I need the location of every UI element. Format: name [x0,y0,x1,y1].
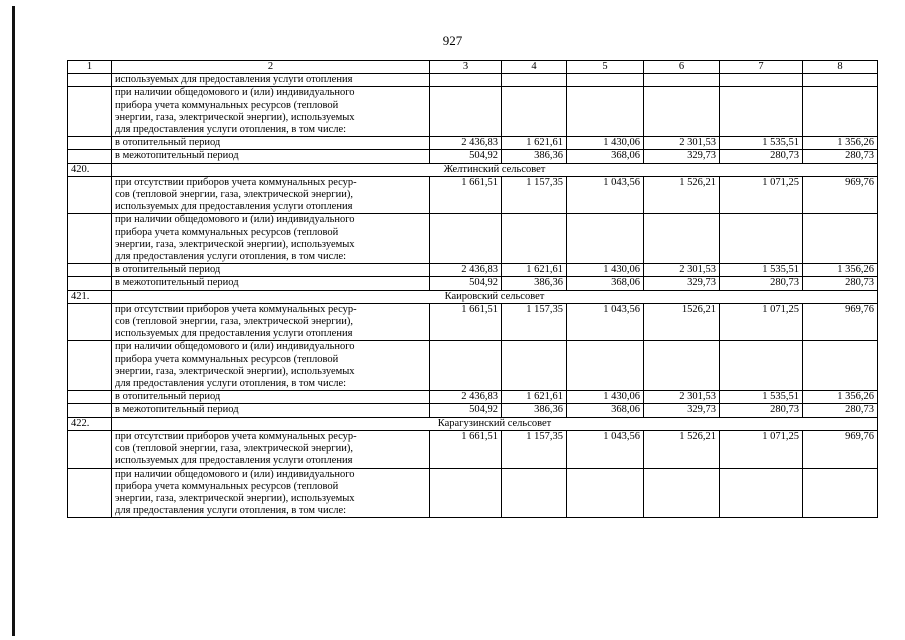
column-header: 1 [68,61,112,74]
value-cell: 969,76 [803,176,878,214]
cell-text-line: сов (тепловой энергии, газа, электрической энергии), [115,316,353,328]
cell-text-line: прибора учета коммунальных ресурсов (тепловой [115,353,339,365]
cell-text-line: для предоставления услуги отопления, в том числе: [115,505,347,517]
empty-cell [567,468,644,518]
empty-cell [68,404,112,417]
section-header-row [68,417,878,430]
empty-cell [502,468,567,518]
row-label: в межотопительный период [112,150,430,163]
value-cell: 1 071,25 [720,176,803,214]
column-header: 6 [644,61,720,74]
empty-cell [430,468,502,518]
empty-cell [803,214,878,264]
cell-text-line: при отсутствии приборов учета коммунальных ресур- [115,430,357,442]
value-cell: 1 661,51 [430,176,502,214]
empty-cell [502,87,567,137]
value-cell: 1 356,26 [803,391,878,404]
cell-text-line: сов (тепловой энергии, газа, электрической энергии), [115,443,353,455]
value-cell: 1 157,35 [502,303,567,341]
value-cell: 329,73 [644,404,720,417]
value-cell: 2 436,83 [430,391,502,404]
value-cell: 1 535,51 [720,391,803,404]
row-label: в межотопительный период [112,277,430,290]
value-cell: 1 157,35 [502,176,567,214]
empty-cell [720,214,803,264]
cell-text-line: для предоставления услуги отопления, в том числе: [115,124,347,136]
column-header: 7 [720,61,803,74]
value-cell: 329,73 [644,277,720,290]
empty-cell [567,341,644,391]
column-header: 8 [803,61,878,74]
empty-cell [502,341,567,391]
value-cell: 386,36 [502,150,567,163]
value-cell: 2 436,83 [430,137,502,150]
value-cell: 280,73 [720,277,803,290]
value-cell: 1 526,21 [644,430,720,468]
cell-text-line: используемых для предоставления услуги отопления [115,455,353,467]
empty-cell [68,430,112,468]
empty-cell [720,74,803,87]
section-name: Каировский сельсовет [112,290,878,303]
unmetered-row [68,430,878,468]
column-header: 2 [112,61,430,74]
value-cell: 504,92 [430,150,502,163]
value-cell: 280,73 [803,404,878,417]
cell-text-line: энергии, газа, электрической энергии), используемых [115,365,355,377]
empty-cell [430,341,502,391]
value-cell: 1 043,56 [567,303,644,341]
value-cell: 1 526,21 [644,176,720,214]
value-cell: 969,76 [803,303,878,341]
cell-text-line: энергии, газа, электрической энергии), используемых [115,111,355,123]
empty-cell [68,391,112,404]
empty-cell [644,74,720,87]
value-cell: 504,92 [430,277,502,290]
heating-period-row [68,137,878,150]
cell-text-line: при наличии общедомового и (или) индивидуального [115,341,355,353]
value-cell: 1 661,51 [430,430,502,468]
value-cell: 280,73 [803,277,878,290]
value-cell: 386,36 [502,404,567,417]
empty-cell [644,214,720,264]
empty-cell [68,150,112,163]
value-cell: 1526,21 [644,303,720,341]
metered-row [68,341,878,391]
value-cell: 368,06 [567,150,644,163]
cell-text-line: используемых для предоставления услуги отопления [115,328,353,340]
cell-text-line: энергии, газа, электрической энергии), используемых [115,492,355,504]
value-cell: 1 356,26 [803,137,878,150]
empty-cell [720,468,803,518]
value-cell: 969,76 [803,430,878,468]
value-cell: 280,73 [720,404,803,417]
value-cell: 386,36 [502,277,567,290]
metered-row [68,214,878,264]
empty-cell [430,87,502,137]
nonheating-period-row [68,404,878,417]
cell-text-line: прибора учета коммунальных ресурсов (тепловой [115,480,339,492]
row-label [112,468,430,518]
metered-row [68,468,878,518]
empty-cell [803,341,878,391]
row-label: в отопительный период [112,264,430,277]
empty-cell [430,214,502,264]
metered-row [68,87,878,137]
empty-cell [68,264,112,277]
unmetered-row [68,303,878,341]
value-cell: 1 043,56 [567,430,644,468]
empty-cell [68,303,112,341]
value-cell: 1 071,25 [720,303,803,341]
empty-cell [430,74,502,87]
empty-cell [68,277,112,290]
value-cell: 1 535,51 [720,264,803,277]
row-label: в отопительный период [112,391,430,404]
value-cell: 2 301,53 [644,264,720,277]
value-cell: 1 356,26 [803,264,878,277]
cell-text-line: энергии, газа, электрической энергии), используемых [115,238,355,250]
empty-cell [68,74,112,87]
nonheating-period-row [68,277,878,290]
heating-period-row [68,391,878,404]
empty-cell [803,468,878,518]
value-cell: 1 430,06 [567,264,644,277]
row-label [112,430,430,468]
cell-text-line: при наличии общедомового и (или) индивидуального [115,87,355,99]
value-cell: 1 043,56 [567,176,644,214]
row-label [112,341,430,391]
empty-cell [567,87,644,137]
empty-cell [720,87,803,137]
column-header: 4 [502,61,567,74]
column-header: 3 [430,61,502,74]
value-cell: 280,73 [720,150,803,163]
unmetered-row [68,176,878,214]
empty-cell [68,341,112,391]
nonheating-period-row [68,150,878,163]
value-cell: 1 157,35 [502,430,567,468]
value-cell: 2 436,83 [430,264,502,277]
empty-cell [68,176,112,214]
cell-text-line: при наличии общедомового и (или) индивидуального [115,468,355,480]
value-cell: 368,06 [567,404,644,417]
value-cell: 280,73 [803,150,878,163]
empty-cell [644,468,720,518]
section-header-row [68,163,878,176]
value-cell: 2 301,53 [644,391,720,404]
cell-text-line: при отсутствии приборов учета коммунальных ресур- [115,176,357,188]
continuation-row [68,74,878,87]
section-index: 421. [68,290,112,303]
value-cell: 1 621,61 [502,137,567,150]
value-cell: 1 430,06 [567,391,644,404]
page-number: 927 [442,33,463,48]
empty-cell [803,87,878,137]
row-label: в межотопительный период [112,404,430,417]
column-header: 5 [567,61,644,74]
value-cell: 368,06 [567,277,644,290]
empty-cell [567,74,644,87]
value-cell: 1 661,51 [430,303,502,341]
empty-cell [644,87,720,137]
value-cell: 1 071,25 [720,430,803,468]
empty-cell [68,87,112,137]
tariff-table [67,60,878,518]
value-cell: 1 621,61 [502,264,567,277]
cell-text-line: для предоставления услуги отопления, в том числе: [115,378,347,390]
empty-cell [502,214,567,264]
cell-text-line: для предоставления услуги отопления, в том числе: [115,251,347,263]
empty-cell [803,74,878,87]
section-index: 420. [68,163,112,176]
value-cell: 504,92 [430,404,502,417]
empty-cell [68,137,112,150]
value-cell: 1 621,61 [502,391,567,404]
cell-text-line: при отсутствии приборов учета коммунальных ресур- [115,303,357,315]
value-cell: 2 301,53 [644,137,720,150]
cell-text-line: прибора учета коммунальных ресурсов (тепловой [115,226,339,238]
section-name: Желтинский сельсовет [112,163,878,176]
cell-text-line: при наличии общедомового и (или) индивидуального [115,214,355,226]
value-cell: 1 430,06 [567,137,644,150]
column-header-row [68,61,878,74]
row-label: используемых для предоставления услуги отопления [112,74,430,87]
heating-period-row [68,264,878,277]
page-margin-bar [12,6,15,636]
cell-text-line: сов (тепловой энергии, газа, электрической энергии), [115,189,353,201]
value-cell: 329,73 [644,150,720,163]
table-body [68,61,878,518]
value-cell: 1 535,51 [720,137,803,150]
row-label [112,176,430,214]
empty-cell [720,341,803,391]
empty-cell [644,341,720,391]
empty-cell [567,214,644,264]
empty-cell [68,468,112,518]
empty-cell [68,214,112,264]
row-label [112,214,430,264]
row-label [112,87,430,137]
row-label: в отопительный период [112,137,430,150]
cell-text-line: прибора учета коммунальных ресурсов (тепловой [115,99,339,111]
section-header-row [68,290,878,303]
row-label [112,303,430,341]
cell-text-line: используемых для предоставления услуги отопления [115,201,353,213]
section-index: 422. [68,417,112,430]
section-name: Карагузинский сельсовет [112,417,878,430]
empty-cell [502,74,567,87]
